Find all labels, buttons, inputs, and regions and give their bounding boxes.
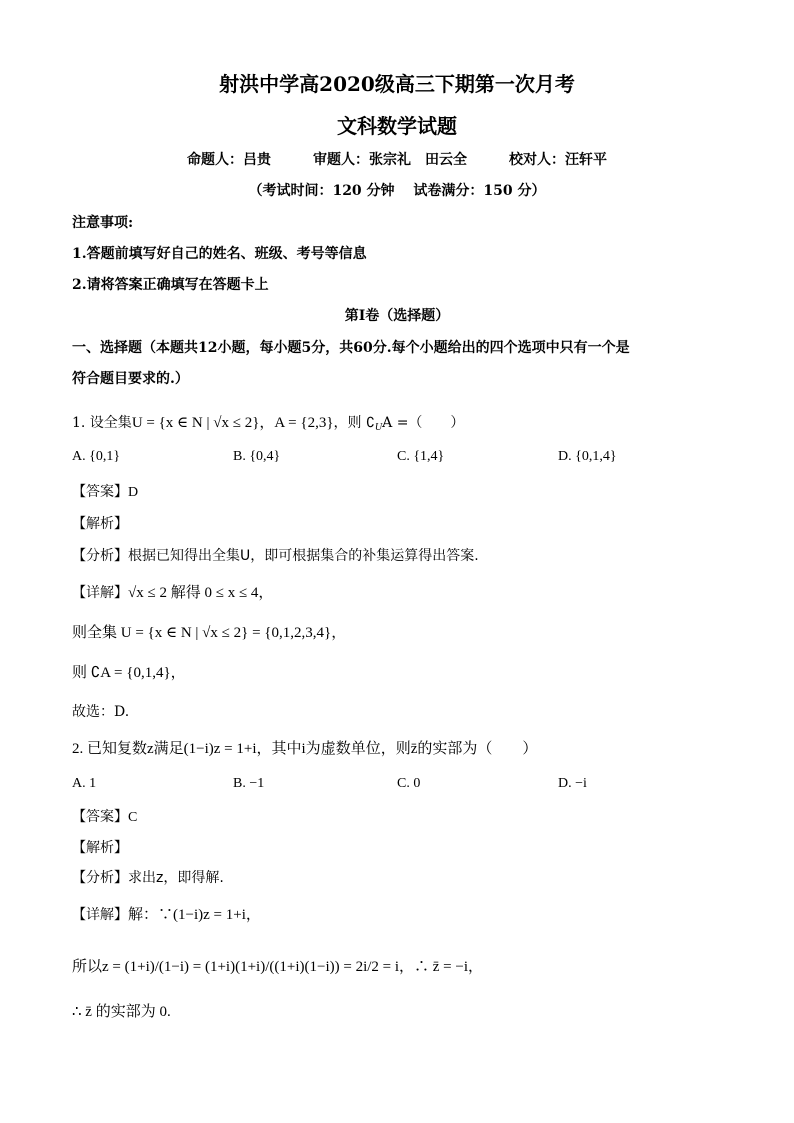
q2-option-d: D. −i xyxy=(558,776,587,791)
q2-answer-tag: 【答案】 xyxy=(72,809,128,825)
notes-item-2: 2.请将答案正确填写在答题卡上 xyxy=(72,277,269,293)
q2-detail-1: 解：∵(1−i)z = 1+i， xyxy=(128,907,261,923)
q2-fenxi-line xyxy=(72,869,224,887)
volume-title: 第I卷（选择题） xyxy=(344,308,450,324)
q1-prefix: 1. 设全集 xyxy=(72,415,132,431)
authors-line: 命题人：吕贵 审题人：张宗礼 田云全 校对人：汪轩平 xyxy=(187,152,607,168)
section-intro-line-2: 符合题目要求的.） xyxy=(72,371,189,387)
notes-item-1: 1.答题前填写好自己的姓名、班级、考号等信息 xyxy=(72,246,367,262)
q1-fenxi-tag: 【分析】 xyxy=(72,548,128,564)
q2-detail-line-1 xyxy=(72,906,261,924)
q1-ask-tail: A =（ ） xyxy=(382,415,465,431)
q2-fenxi: 求出z，即得解. xyxy=(128,870,224,886)
section-intro-line-1: 一、选择题（本题共12小题，每小题5分，共60分.每个小题给出的四个选项中只有一个是 xyxy=(72,340,630,356)
q1-set-a: ，A = {2,3} xyxy=(259,415,334,431)
q1-option-c: C. {1,4} xyxy=(397,449,445,464)
q2-option-c: C. 0 xyxy=(397,776,421,791)
q2-option-b: B. −1 xyxy=(233,776,265,791)
q1-answer-tag: 【答案】 xyxy=(72,484,128,500)
q1-detail-1: √x ≤ 2 解得 0 ≤ x ≤ 4， xyxy=(128,585,274,601)
q2-answer: C xyxy=(128,810,138,825)
q1-analysis-tag: 【解析】 xyxy=(72,516,128,532)
q1-subscript-u: U xyxy=(374,422,383,433)
q2-stem: 2. 已知复数z满足(1−i)z = 1+i，其中i为虚数单位，则z̄的实部为（ ） xyxy=(72,741,538,757)
q1-detail-line-2: 则全集 U = {x ∈ N | √x ≤ 2} = {0,1,2,3,4}， xyxy=(72,625,347,641)
q2-detail-line-2: 所以z = (1+i)/(1−i) = (1+i)(1+i)/((1+i)(1−i)) = 2i/2 = i，∴ z̄ = −i， xyxy=(72,959,484,975)
q1-detail-line-4: 故选：D. xyxy=(72,704,130,720)
q1-detail-line-1 xyxy=(72,584,273,602)
q1-detail-line-3: 则 ∁A = {0,1,4}， xyxy=(72,665,186,681)
q1-option-d: D. {0,1,4} xyxy=(558,449,617,464)
q1-answer: D xyxy=(128,485,139,500)
q1-ask: ，则 ∁ xyxy=(333,415,375,431)
q1-set-u: U = {x ∈ N | √x ≤ 2} xyxy=(131,415,260,431)
q2-analysis-tag: 【解析】 xyxy=(72,840,128,856)
q2-option-a: A. 1 xyxy=(72,776,97,791)
q2-fenxi-tag: 【分析】 xyxy=(72,870,128,886)
q2-detail-tag: 【详解】 xyxy=(72,907,128,923)
exam-subtitle: 文科数学试题 xyxy=(337,114,457,138)
q1-option-b: B. {0,4} xyxy=(233,449,281,464)
q1-stem xyxy=(72,414,464,437)
notes-heading: 注意事项: xyxy=(72,215,134,231)
q2-answer-line xyxy=(72,808,137,827)
exam-title: 射洪中学高2020级高三下期第一次月考 xyxy=(219,72,575,96)
q1-option-a: A. {0,1} xyxy=(72,449,121,464)
q2-detail-line-3: ∴ z̄ 的实部为 0. xyxy=(72,1004,171,1020)
q1-answer-line xyxy=(72,483,138,502)
q1-fenxi-line xyxy=(72,547,479,565)
q1-detail-tag: 【详解】 xyxy=(72,585,128,601)
q1-fenxi: 根据已知得出全集U，即可根据集合的补集运算得出答案. xyxy=(128,548,479,564)
exam-info-line: （考试时间：120 分钟 试卷满分：150 分） xyxy=(248,183,546,199)
